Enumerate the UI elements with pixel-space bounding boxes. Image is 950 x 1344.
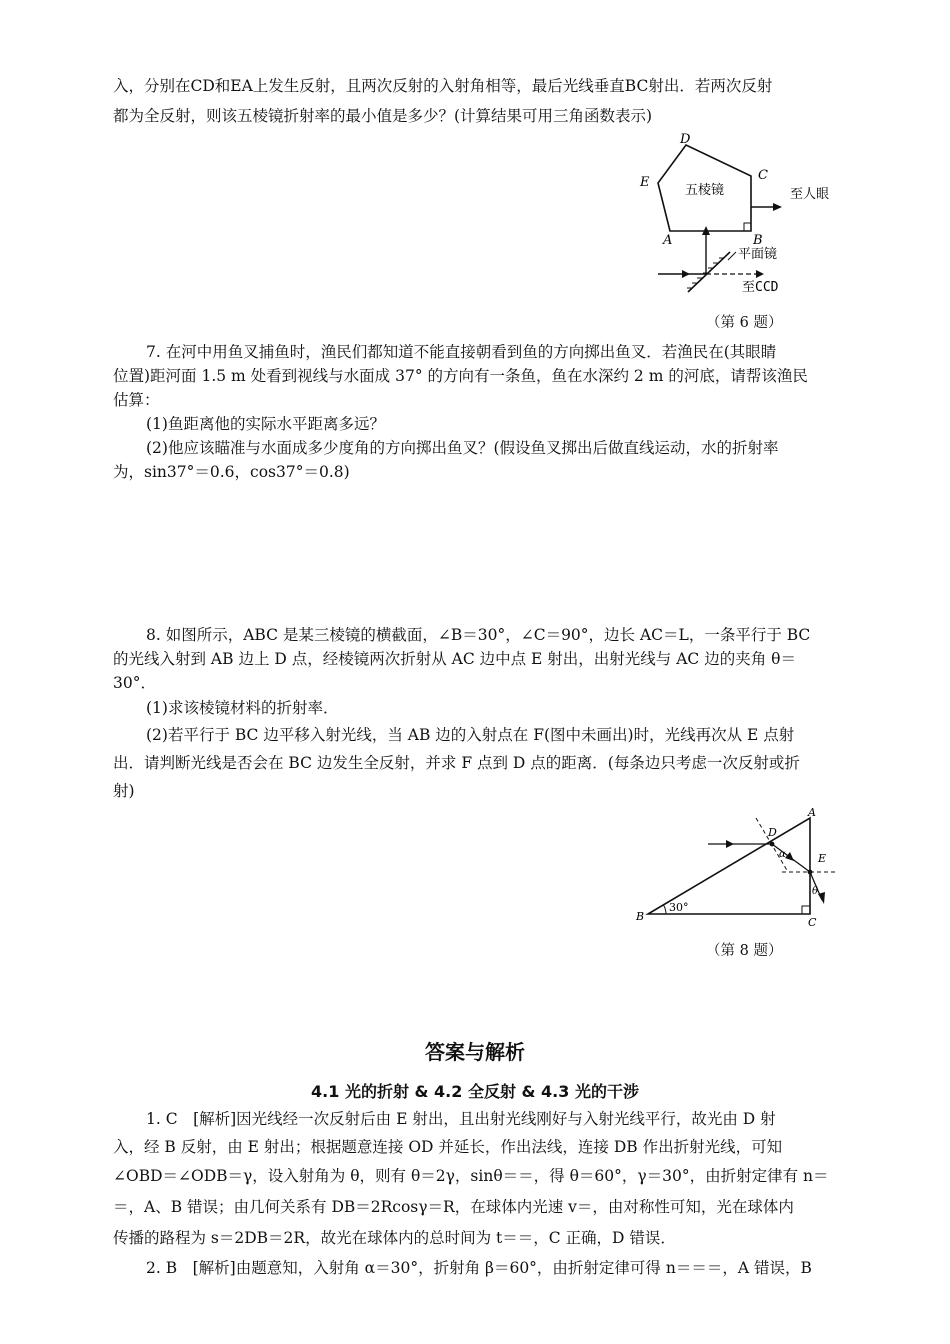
figure-8-triangular-prism bbox=[630, 806, 850, 930]
label-c: C bbox=[758, 168, 768, 183]
q7-sub-2-line-1: (2)他应该瞄准与水面成多少度角的方向掷出鱼叉？(假设鱼叉掷出后做直线运动，水的折射率 bbox=[146, 439, 779, 457]
label-d: D bbox=[680, 132, 691, 147]
q8-sub-2-line-1: (2)若平行于 BC 边平移入射光线，当 AB 边的入射点在 F(图中未画出)时，光线再次从 E 点射 bbox=[146, 726, 795, 744]
answer-1-line-2: 入，经 B 反射，由 E 射出；根据题意连接 OD 并延长，作出法线，连接 DB 作出折射光线，可知 bbox=[113, 1138, 783, 1156]
incoming-ray-arrow bbox=[682, 270, 690, 278]
right-angle-c bbox=[802, 906, 810, 914]
label-theta: θ bbox=[812, 886, 819, 897]
refracted-ray-arrow bbox=[785, 852, 794, 861]
figure-8-caption: （第 8 题） bbox=[706, 943, 783, 959]
q7-sub-1: (1)鱼距离他的实际水平距离多远？ bbox=[146, 415, 385, 433]
label-b: B bbox=[636, 910, 645, 923]
label-b: B bbox=[753, 233, 763, 248]
mirror-label: 平面镜 bbox=[738, 247, 778, 262]
q7-text-line-1: 7. 在河中用鱼叉捕鱼时，渔民们都知道不能直接朝看到鱼的方向掷出鱼叉．若渔民在(其眼睛 bbox=[146, 343, 777, 361]
label-alpha: α bbox=[779, 849, 786, 860]
q6-text-line-1: 入，分别在CD和EA上发生反射，且两次反射的入射角相等，最后光线垂直BC射出．若两次反射 bbox=[113, 77, 773, 95]
q8-sub-2-line-2: 出．请判断光线是否会在 BC 边发生全反射，并求 F 点到 D 点的距离．(每条边只考虑一次反射或折 bbox=[113, 754, 800, 772]
prism-label: 五棱镜 bbox=[685, 183, 725, 198]
exit-ray-arrow bbox=[818, 892, 825, 904]
label-a: A bbox=[808, 806, 816, 819]
answer-1-line-3: ∠OBD＝∠ODB＝γ，设入射角为 θ，则有 θ＝2γ，sinθ＝＝，得 θ＝60°，γ＝30°，由折射定律有 n＝ bbox=[113, 1167, 829, 1185]
q8-text-line-3: 30°． bbox=[113, 674, 156, 692]
label-a: A bbox=[663, 233, 673, 248]
label-angle-30: 30° bbox=[669, 901, 689, 914]
exit-ray-arrow bbox=[773, 203, 782, 211]
label-e: E bbox=[818, 852, 827, 865]
eye-label: 至人眼 bbox=[790, 187, 830, 202]
right-angle-mark bbox=[744, 223, 751, 231]
incident-ray-arrow bbox=[726, 840, 734, 848]
q7-text-line-2: 位置)距河面 1.5 m 处看到视线与水面成 37° 的方向有一条鱼，鱼在水深约 2 m 的河底，请帮该渔民 bbox=[113, 367, 808, 385]
answer-2-line-1: 2. B [解析]由题意知，入射角 α＝30°，折射角 β＝60°，由折射定律可得 n＝＝＝，A 错误，B bbox=[146, 1259, 812, 1277]
q8-text-line-2: 的光线入射到 AB 边上 D 点，经棱镜两次折射从 AC 边中点 E 射出，出射光线与 AC 边的夹角 θ＝ bbox=[113, 650, 796, 668]
answers-subtitle: 4.1 光的折射 & 4.2 全反射 & 4.3 光的干涉 bbox=[311, 1082, 639, 1101]
label-c: C bbox=[808, 916, 817, 929]
figure-6-caption: （第 6 题） bbox=[706, 315, 783, 331]
answer-1-line-4: ＝，A、B 错误；由几何关系有 DB＝2Rcosγ＝R，在球体内光速 v＝，由对称性可知，光在球体内 bbox=[113, 1198, 794, 1216]
ccd-ray-arrow bbox=[756, 270, 764, 278]
q8-text-line-1: 8. 如图所示，ABC 是某三棱镜的横截面，∠B＝30°，∠C＝90°，边长 AC＝L，一条平行于 BC bbox=[146, 626, 811, 644]
q8-sub-1: (1)求该棱镜材料的折射率． bbox=[146, 699, 339, 717]
answer-1-line-5: 传播的路程为 s＝2DB＝2R，故光在球体内的总时间为 t＝＝，C 正确，D 错误． bbox=[113, 1229, 676, 1247]
q7-text-line-3: 估算： bbox=[113, 391, 160, 409]
answers-title: 答案与解析 bbox=[425, 1040, 525, 1064]
q6-text-line-2: 都为全反射，则该五棱镜折射率的最小值是多少？(计算结果可用三角函数表示) bbox=[113, 107, 653, 125]
q7-sub-2-line-2: 为，sin37°＝0.6，cos37°＝0.8) bbox=[113, 463, 350, 481]
triangle-abc bbox=[648, 818, 810, 914]
answer-1-line-1: 1. C [解析]因光线经一次反射后由 E 射出，且出射光线刚好与入射光线平行，故光由 D 射 bbox=[146, 1110, 776, 1128]
point-d bbox=[770, 842, 775, 847]
figure-6-pentaprism bbox=[630, 128, 850, 300]
label-d: D bbox=[768, 826, 777, 839]
angle-b-arc bbox=[664, 905, 667, 914]
ccd-label: 至CCD bbox=[742, 280, 779, 295]
q8-sub-2-line-3: 射) bbox=[113, 782, 135, 800]
point-e bbox=[808, 870, 813, 875]
label-e: E bbox=[640, 175, 650, 190]
